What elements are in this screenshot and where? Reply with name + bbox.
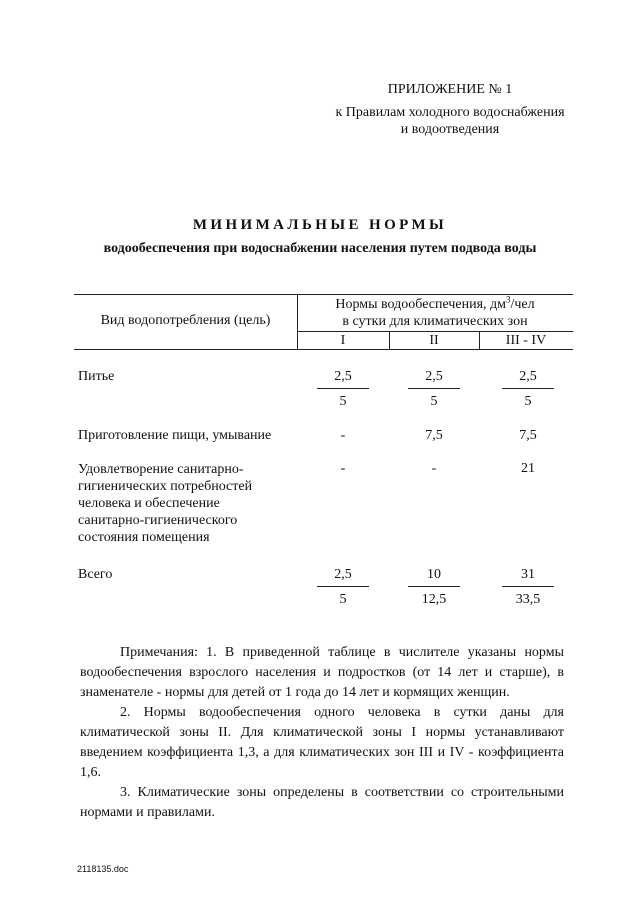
table-top-rule	[74, 294, 573, 295]
table-header-bottom-rule	[74, 349, 573, 350]
appendix-line-2: и водоотведения	[400, 122, 500, 137]
zone-header-1: I	[340, 333, 346, 348]
zone-header-3: III - IV	[505, 333, 547, 348]
col-header-norms-line-2: в сутки для климатических зон	[342, 314, 528, 329]
file-name-footer: 2118135.doc	[77, 864, 129, 874]
note-2: 2. Нормы водообеспечения одного человека в сутки даны для климатической зоны II. Для климатической зоны I нормы устанавливают введением коэффициента 1,3, а для климатических зон III и IV - коэффициента 1,6.	[80, 705, 564, 780]
value-cell: 7,5	[519, 428, 537, 443]
appendix-line-1: к Правилам холодного водоснабжения	[335, 105, 565, 120]
note-1: Примечания: 1. В приведенной таблице в числителе указаны нормы водообеспечения взрослого населения и подростков (от 14 лет и старше), в знаменателе - нормы для детей от 1 года до 14 лет и кормящих женщин.	[80, 645, 564, 700]
fraction-cell: 31 33,5	[502, 566, 554, 608]
value-cell: -	[340, 461, 346, 476]
row-label-total: Всего	[78, 567, 113, 582]
fraction-cell: 2,5 5	[502, 368, 554, 410]
fraction-cell: 10 12,5	[408, 566, 460, 608]
col-header-purpose: Вид водопотребления (цель)	[100, 313, 271, 328]
value-cell: -	[340, 428, 346, 443]
appendix-number: ПРИЛОЖЕНИЕ № 1	[387, 82, 513, 97]
value-cell: 7,5	[425, 428, 443, 443]
row-label-cooking: Приготовление пищи, умывание	[78, 428, 272, 443]
value-cell: -	[431, 461, 437, 476]
fraction-cell: 2,5 5	[317, 368, 369, 410]
row-label-hygiene: Удовлетворение санитарно- гигиенических потребностей человека и обеспечение санитарно-гигиенического состояния помещения	[78, 462, 253, 545]
fraction-cell: 2,5 5	[317, 566, 369, 608]
value-cell: 21	[521, 461, 535, 476]
notes-section	[80, 643, 564, 823]
zone-header-2: II	[429, 333, 439, 348]
document-title: МИНИМАЛЬНЫЕ НОРМЫ	[192, 217, 448, 233]
note-3: 3. Климатические зоны определены в соответствии со строительными нормами и правилами.	[80, 785, 564, 820]
col-header-norms: Нормы водообеспечения, $дм^3$/чел	[335, 294, 535, 312]
document-subtitle: водообеспечения при водоснабжении населения путем подвода воды	[103, 241, 537, 256]
row-label-drinking: Питье	[78, 369, 115, 384]
fraction-cell: 2,5 5	[408, 368, 460, 410]
